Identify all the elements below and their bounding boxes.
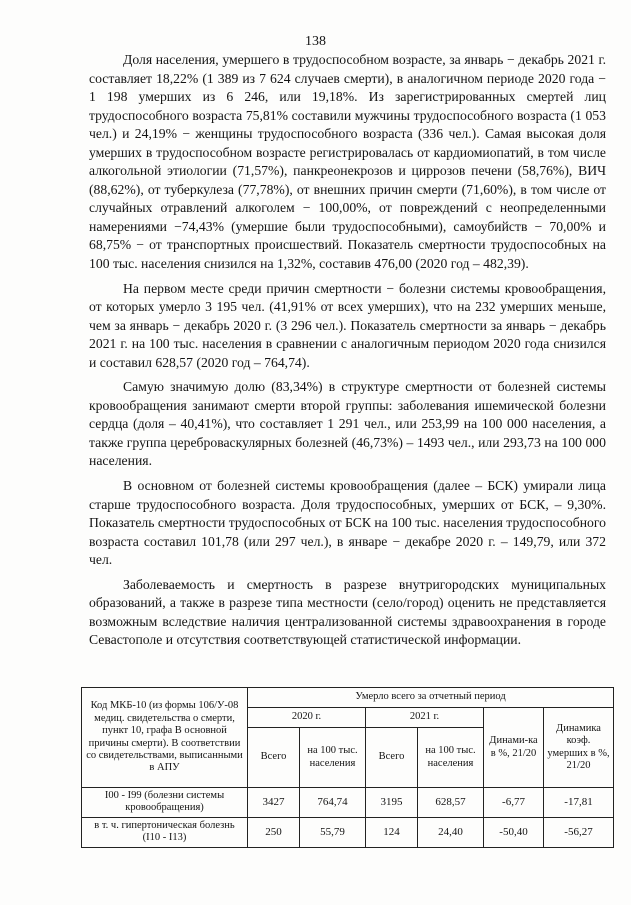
dynamics-cell: -6,77 (484, 788, 544, 818)
data-table (81, 687, 614, 848)
body-text (89, 51, 606, 656)
dynamics-coef-cell: -17,81 (544, 788, 614, 818)
paragraph: В основном от болезней системы кровообращения (далее – БСК) умирали лица старше трудоспособного возраста. Доля трудоспособных, умерших от БСК, – 9,30%. Показатель смертности трудоспособных от БСК на 100 тыс. населения трудоспособного возраста составил 101,78 (или 297 чел.), в январе − декабре 2020 г. – 149,79, или 372 чел. (89, 478, 606, 568)
rate-2020-cell: 764,74 (300, 788, 366, 818)
dynamics-coef-header: Динамика коэф. умерших в %, 21/20 (544, 708, 614, 788)
rate-2021-cell: 24,40 (418, 817, 484, 847)
table-row (82, 788, 614, 818)
total-2020-cell: 3427 (248, 788, 300, 818)
code-header: Код МКБ-10 (из формы 106/У-08 медиц. свидетельства о смерти, пункт 10, графа В основной причины смерти). В соответствии со свидетельствами, выписанными в АПУ (82, 688, 248, 788)
year-2020-header: 2020 г. (248, 708, 366, 728)
total-2021-header: Всего (366, 728, 418, 788)
paragraph: Доля населения, умершего в трудоспособном возрасте, за январь − декабрь 2021 г. составляет 18,22% (1 389 из 7 624 случаев смерти), в аналогичном периоде 2020 года − 1 198 умерших из 6 246, или 19,18%. Из зарегистрированных смертей лиц трудоспособного возраста 75,81% составили мужчины трудоспособного возраста (1 053 чел.) и 24,19% − женщины трудоспособного возраста (336 чел.). Самая высокая доля умерших в трудоспособном возрасте регистрировалась от кардиомиопатий, в том числе алкогольной этиологии (71,57%), панкреонекрозов и циррозов печени (58,76%), ВИЧ (88,62%), от туберкулеза (77,78%), от внешних причин смерти (71,60%), в том числе от случайных отравлений алкоголем − 100,00%, от повреждений с неопределенными намерениями −74,43% (умершие были трудоспособными), самоубийств − 70,00% и 68,75% − от транспортных происшествий. Показатель смертности трудоспособных на 100 тыс. населения снизился на 1,32%, составив 476,00 (2020 год – 482,39). (89, 52, 606, 272)
mortality-table (81, 687, 613, 848)
paragraph: Заболеваемость и смертность в разрезе внутригородских муниципальных образований, а также в разрезе типа местности (село/город) оценить не представляется возможным вследствие наличия централизованной системы здравоохранения в городе Севастополе и отсутствия соответствующей статистической информации. (89, 576, 606, 648)
total-2021-cell: 124 (366, 817, 418, 847)
paragraph: Самую значимую долю (83,34%) в структуре смертности от болезней системы кровообращения занимают смерти второй группы: заболевания ишемической болезни сердца (доля – 40,41%), что составляет 1 291 чел., или 253,99 на 100 000 населения, а также группа цереброваскулярных болезней (46,73%) – 1493 чел., или 293,73 на 100 000 населения. (89, 379, 606, 469)
rate-2020-cell: 55,79 (300, 817, 366, 847)
page-number: 138 (305, 34, 326, 49)
total-2020-header: Всего (248, 728, 300, 788)
group-header: Умерло всего за отчетный период (248, 688, 614, 708)
total-2021-cell: 3195 (366, 788, 418, 818)
row-code: I00 - I99 (болезни системы кровообращения) (82, 788, 248, 818)
rate-2020-header: на 100 тыс. населения (300, 728, 366, 788)
year-2021-header: 2021 г. (366, 708, 484, 728)
dynamics-header: Динами-ка в %, 21/20 (484, 708, 544, 788)
paragraph: На первом месте среди причин смертности − болезни системы кровообращения, от которых умерло 3 195 чел. (41,91% от всех умерших), что на 232 умерших меньше, чем за январь − декабрь 2020 г. (3 296 чел.). Показатель смертности за январь − декабрь 2021 г. на 100 тыс. населения в сравнении с аналогичным периодом 2020 года снизился и составил 628,57 (2020 год – 764,74). (89, 280, 606, 370)
row-code: в т. ч. гипертоническая болезнь (I10 - I13) (82, 817, 248, 847)
table-row (82, 817, 614, 847)
dynamics-cell: -50,40 (484, 817, 544, 847)
rate-2021-cell: 628,57 (418, 788, 484, 818)
total-2020-cell: 250 (248, 817, 300, 847)
dynamics-coef-cell: -56,27 (544, 817, 614, 847)
rate-2021-header: на 100 тыс. населения (418, 728, 484, 788)
